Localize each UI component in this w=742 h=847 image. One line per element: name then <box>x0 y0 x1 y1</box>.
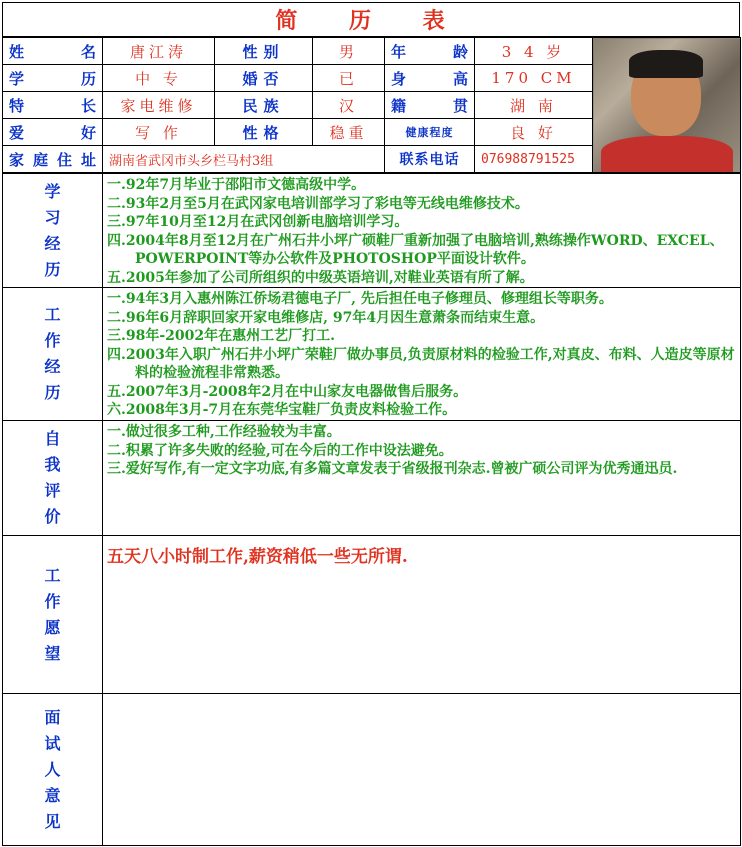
value-name: 唐江涛 <box>103 38 215 65</box>
self-evaluation-section <box>3 421 741 536</box>
list-item: 三.97年10月至12月在武冈创新电脑培训学习。 <box>107 214 409 230</box>
value-address: 湖南省武冈市头乡栏马村3组 <box>103 146 385 173</box>
self-evaluation-content <box>103 421 741 536</box>
value-native-place: 湖 南 <box>475 92 593 119</box>
value-marital: 已 <box>313 65 385 92</box>
list-item: 二.96年6月辞职回家开家电维修店, 97年4月因生意萧条而结束生意。 <box>107 309 545 326</box>
label-hobby: 爱好 <box>3 119 103 146</box>
label-ethnicity: 民族 <box>215 92 313 119</box>
interviewer-section <box>3 694 741 846</box>
value-gender: 男 <box>313 38 385 65</box>
work-wish-section <box>3 536 741 694</box>
work-wish-content: 五天八小时制工作,薪资稍低一些无所谓. <box>103 536 741 694</box>
label-address: 家庭住址 <box>3 146 103 173</box>
work-wish-label: 工 作 愿 望 <box>3 536 103 694</box>
value-specialty: 家电维修 <box>103 92 215 119</box>
list-item: 一.94年3月入惠州陈江侨场君德电子厂, 先后担任电子修理员、修理组长等职务。 <box>107 291 613 307</box>
work-section <box>3 288 741 421</box>
label-character: 性格 <box>215 119 313 146</box>
label-specialty: 特长 <box>3 92 103 119</box>
label-education: 学历 <box>3 65 103 92</box>
list-item: 六.2008年3月-7月在东莞华宝鞋厂负责皮料检验工作。 <box>107 402 457 418</box>
value-health: 良 好 <box>475 119 593 146</box>
work-content <box>103 288 741 421</box>
value-phone: 076988791525 <box>475 146 593 173</box>
value-height: 170 CM <box>475 65 593 92</box>
interviewer-label: 面 试 人 意 见 <box>3 694 103 846</box>
list-item: 五.2005年参加了公司所组织的中级英语培训,对鞋业英语有所了解。 <box>107 269 534 286</box>
list-item: 四.2004年8月至12月在广州石井小坪广硕鞋厂重新加强了电脑培训,熟练操作WORD、EXCEL、POWERPOINT等办公软件及PHOTOSHOP平面设计软件。 <box>107 232 724 267</box>
sections-table <box>2 173 741 846</box>
label-phone: 联系电话 <box>385 146 475 173</box>
value-education: 中 专 <box>103 65 215 92</box>
profile-photo <box>593 38 741 173</box>
label-gender: 性别 <box>215 38 313 65</box>
label-height: 身高 <box>385 65 475 92</box>
value-age: 3 4 岁 <box>475 38 593 65</box>
study-content <box>103 174 741 288</box>
value-hobby: 写 作 <box>103 119 215 146</box>
page-title: 简 历 表 <box>2 2 740 37</box>
study-section <box>3 174 741 288</box>
label-health: 健康程度 <box>385 119 475 146</box>
list-item: 二.积累了许多失败的经验,可在今后的工作中设法避免。 <box>107 442 453 459</box>
study-label: 学 习 经 历 <box>3 174 103 288</box>
interviewer-comment-area[interactable] <box>103 694 741 846</box>
label-name: 姓名 <box>3 38 103 65</box>
list-item: 二.93年2月至5月在武冈家电培训部学习了彩电等无线电维修技术。 <box>107 195 529 212</box>
list-item: 四.2003年入职广州石井小坪广荣鞋厂做办事员,负责原材料的检验工作,对真皮、布料、人造皮等原材料的检验流程非常熟悉。 <box>107 346 735 381</box>
list-item: 五.2007年3月-2008年2月在中山家友电器做售后服务。 <box>107 383 468 400</box>
label-native-place: 籍贯 <box>385 92 475 119</box>
list-item: 三.爱好写作,有一定文字功底,有多篇文章发表于省级报刊杂志.曾被广硕公司评为优秀通迅员. <box>107 461 678 477</box>
value-character: 稳重 <box>313 119 385 146</box>
list-item: 三.98年-2002年在惠州工艺厂打工. <box>107 328 336 344</box>
list-item: 一.92年7月毕业于邵阳市文德高级中学。 <box>107 177 366 193</box>
label-marital: 婚否 <box>215 65 313 92</box>
basic-info-table <box>2 37 741 173</box>
value-ethnicity: 汉 <box>313 92 385 119</box>
self-evaluation-label: 自 我 评 价 <box>3 421 103 536</box>
list-item: 一.做过很多工种,工作经验较为丰富。 <box>107 424 341 440</box>
label-age: 年龄 <box>385 38 475 65</box>
work-label: 工 作 经 历 <box>3 288 103 421</box>
